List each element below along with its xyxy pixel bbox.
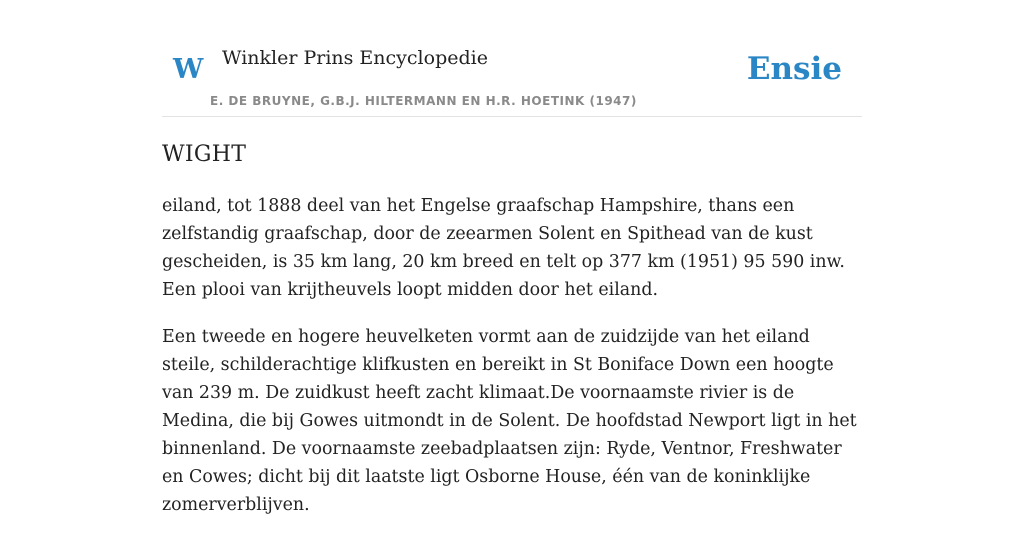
source-logo-icon[interactable]: W — [173, 54, 204, 85]
entry-body — [162, 192, 862, 538]
entry-paragraph: Een tweede en hogere heuvelketen vormt aan de zuidzijde van het eiland steile, schilderachtige klifkusten en bereikt in St Boniface Down een hoogte van 239 m. De zuidkust heeft zacht klimaat.De voornaamste rivier is de Medina, die bij Gowes uitmondt in de Solent. De hoofdstad Newport ligt in het binnenland. De voornaamste zeebadplaatsen zijn: Ryde, Ventnor, Freshwater en Cowes; dicht bij dit laatste ligt Osborne House, één van de koninklijke zomerverblijven. — [162, 327, 857, 515]
source-header — [162, 0, 862, 117]
source-authors: E. DE BRUYNE, G.B.J. HILTERMANN EN H.R. HOETINK (1947) — [210, 94, 637, 108]
source-title[interactable]: Winkler Prins Encyclopedie — [222, 47, 488, 69]
ensie-logo[interactable]: Ensie — [746, 51, 842, 87]
entry-title: WIGHT — [162, 142, 247, 167]
entry-paragraph: eiland, tot 1888 deel van het Engelse graafschap Hampshire, thans een zelfstandig graafschap, door de zeearmen Solent en Spithead van de kust gescheiden, is 35 km lang, 20 km breed en telt op 377 km (1951) 95 590 inw. Een plooi van krijtheuvels loopt midden door het eiland. — [162, 196, 845, 300]
